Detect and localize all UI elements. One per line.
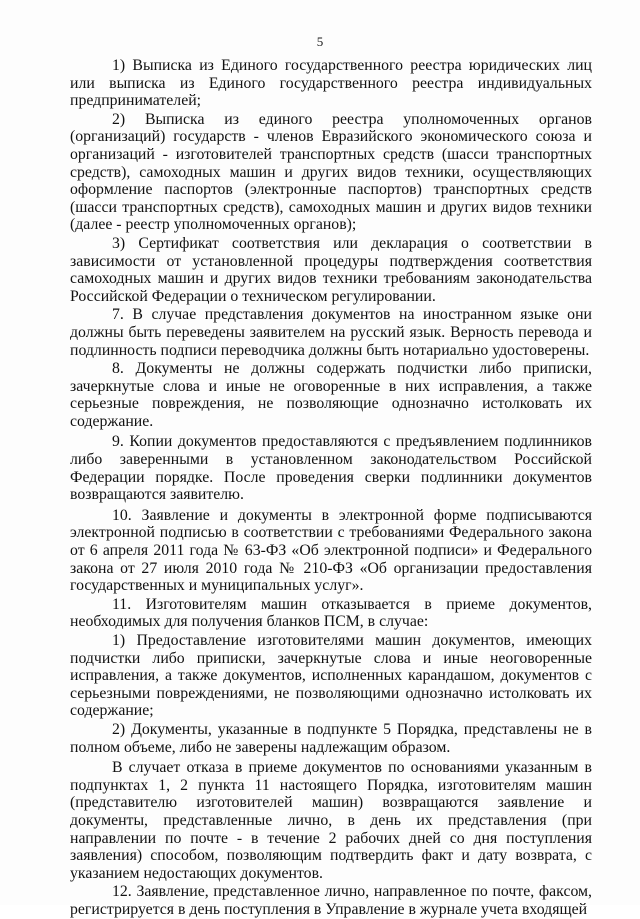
paragraph-10: 10. Заявление и документы в электронной форме подписываются электронной подписью в соответствии с требованиями Федерального закона от 6 апреля 2011 года № 63-ФЗ «Об электронной подписи» и Федерального закона от 27 июля 2010 года № 210-ФЗ «Об организации предоставления государственных и муниципальных услуг». (70, 506, 592, 595)
paragraph-11-item-2: 2) Документы, указанные в подпункте 5 Порядка, представлены не в полном объеме, либо не заверены надлежащим образом. (70, 720, 592, 756)
paragraph-refusal: В случает отказа в приеме документов по основаниями указанным в подпунктах 1, 2 пункта 11 настоящего Порядка, изготовителям машин (представителю изготовителей машин) возвращаются заявление и документы, представленные лично, в день их представления (при направлении по почте - в течение 2 рабочих дней со дня поступления заявления) способом, позволяющим подтвердить факт и дату возврата, с указанием недостающих документов. (70, 759, 592, 882)
paragraph-8: 8. Документы не должны содержать подчистки либо приписки, зачеркнутые слова и иные не оговоренные в них исправления, а также серьезные повреждения, не позволяющие однозначно истолковать их содержание. (70, 360, 592, 430)
paragraph-7: 7. В случае представления документов на иностранном языке они должны быть переведены заявителем на русский язык. Верность перевода и подлинность подписи переводчика должны быть нотариально удостоверены. (70, 306, 592, 359)
paragraph-11-item-1: 1) Предоставление изготовителями машин документов, имеющих подчистки либо приписки, зачеркнутые слова и иные неоговоренные исправления, а также документов, исполненных карандашом, документов с серьезными повреждениями, не позволяющими однозначно истолковать их содержание; (70, 632, 592, 720)
paragraph-12: 12. Заявление, представленное лично, направленное по почте, факсом, регистрируется в день поступления в Управление в журнале учета входящей (70, 883, 592, 918)
paragraph-9: 9. Копии документов предоставляются с предъявлением подлинников либо заверенными в установленном законодательством Российской Федерации порядке. После проведения сверки подлинники документов возвращаются заявителю. (70, 433, 592, 504)
paragraph-item-2: 2) Выписка из единого реестра уполномоченных органов (организаций) государств - членов Евразийского экономического союза и организаций - изготовителей транспортных средств (шасси транспортных средств), самоходных машин и других видов техники, осуществляющих оформление паспортов (электронные паспортов) транспортных средств (шасси транспортных средств), самоходных машин и других видов техники (далее - реестр уполномоченных органов); (70, 110, 592, 234)
paragraph-11: 11. Изготовителям машин отказывается в приеме документов, необходимых для получения бланков ПСМ, в случае: (70, 595, 592, 631)
paragraph-item-1: 1) Выписка из Единого государственного реестра юридических лиц или выписка из Единого государственного реестра индивидуальных предпринимателей; (70, 57, 592, 110)
paragraph-item-3: 3) Сертификат соответствия или декларация о соответствии в зависимости от установленной процедуры подтверждения соответствия самоходных машин и других видов техники требованиям законодательства Российской Федерации о техническом регулировании. (70, 234, 592, 305)
document-body (70, 57, 592, 919)
page-number: 5 (316, 34, 324, 49)
